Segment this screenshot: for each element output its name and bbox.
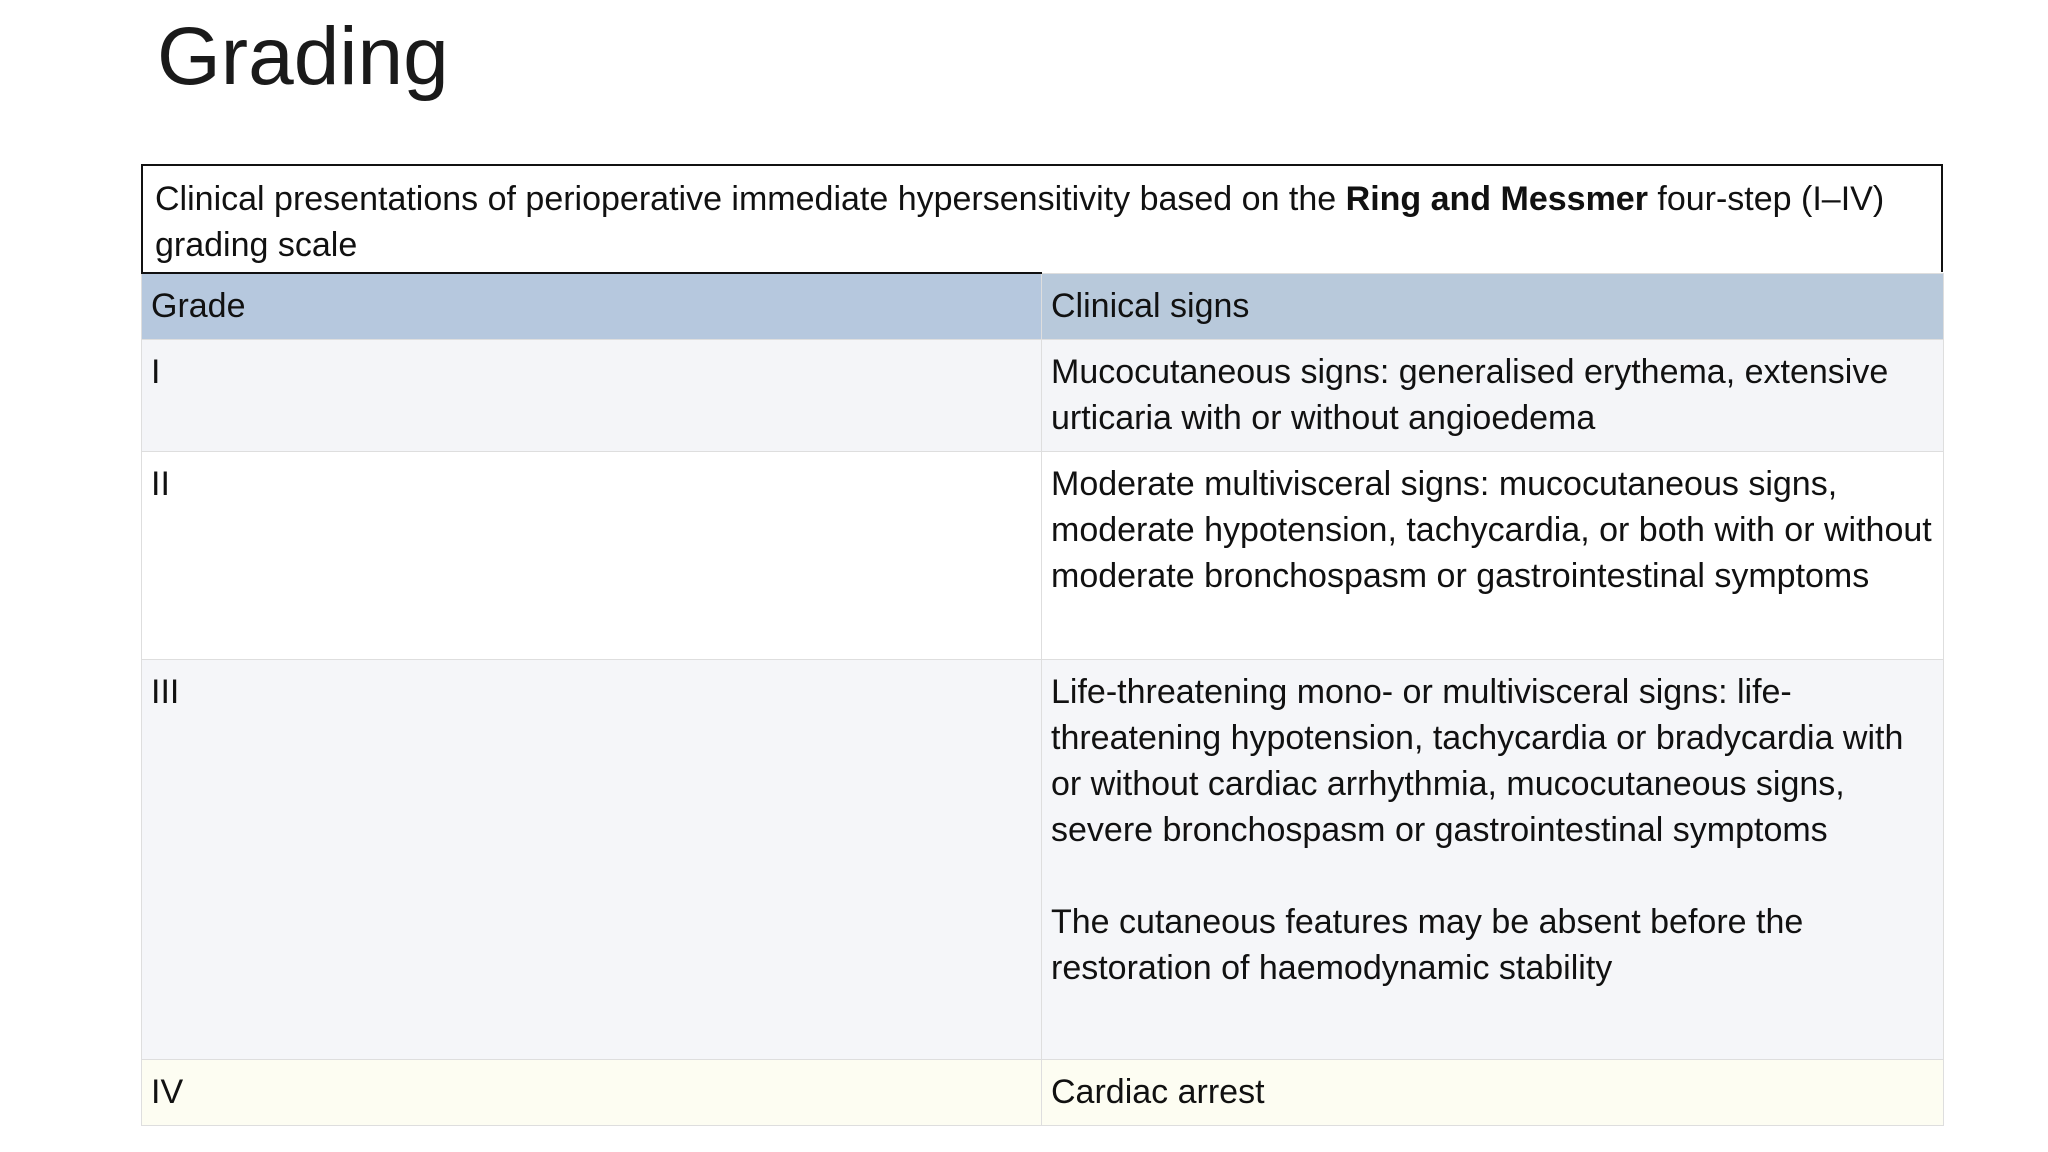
table-caption <box>141 164 1943 272</box>
table-row <box>142 451 1944 659</box>
header-grade: Grade <box>142 273 1042 339</box>
table-row <box>142 659 1944 1059</box>
clinical-signs-cell: Life-threatening mono- or multivisceral signs: life-threatening hypotension, tachycardia or bradycardia with or without cardiac arrhythmia, mucocutaneous signs, severe bronchospasm or gastrointestinal symptoms The cutaneous features may be absent before the restoration of haemodynamic stability <box>1042 659 1944 1059</box>
clinical-signs-cell: Mucocutaneous signs: generalised erythema, extensive urticaria with or without angioedema <box>1042 339 1944 451</box>
table-row <box>142 339 1944 451</box>
grade-cell: IV <box>142 1059 1042 1125</box>
caption-bold-text: Ring and Messmer <box>1345 180 1648 218</box>
clinical-signs-cell: Moderate multivisceral signs: mucocutaneous signs, moderate hypotension, tachycardia, or both with or without moderate bronchospasm or gastrointestinal symptoms <box>1042 451 1944 659</box>
clinical-signs-cell: Cardiac arrest <box>1042 1059 1944 1125</box>
table-header-row <box>142 273 1944 339</box>
grading-grid <box>141 272 1944 1126</box>
grade-cell: I <box>142 339 1042 451</box>
header-clinical-signs: Clinical signs <box>1042 273 1944 339</box>
grade-cell: III <box>142 659 1042 1059</box>
grade-cell: II <box>142 451 1042 659</box>
caption-text-start: Clinical presentations of perioperative immediate hypersensitivity based on the <box>155 180 1346 218</box>
grading-table <box>141 164 1943 1126</box>
slide-title: Grading <box>157 11 449 102</box>
caption-text-end: four-step (I–IV) grading scale <box>155 180 1885 264</box>
table-row <box>142 1059 1944 1125</box>
